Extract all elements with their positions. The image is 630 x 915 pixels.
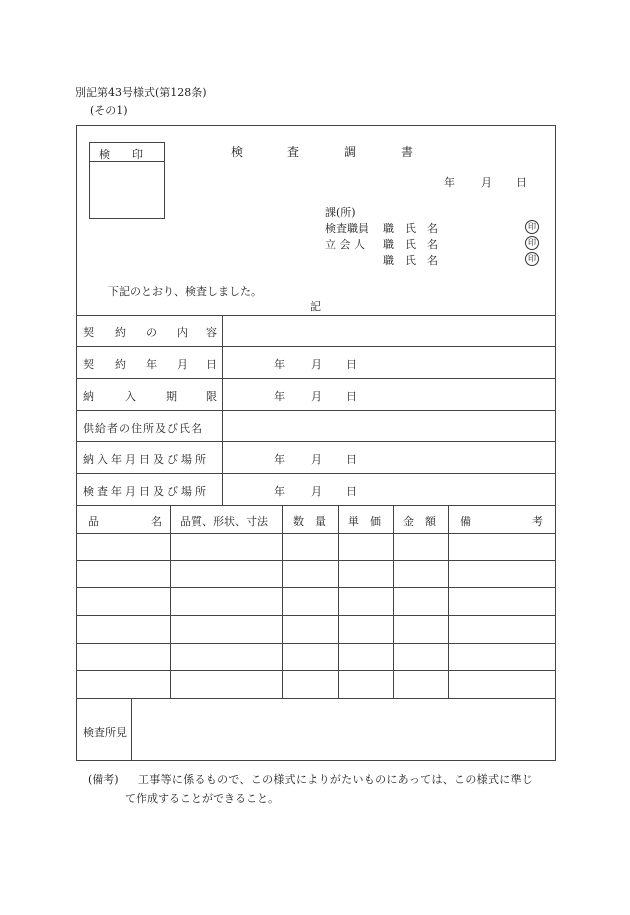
label-contract-content-5: 容 — [206, 326, 217, 339]
delivery-month: 月 — [311, 453, 322, 466]
note-label: (備考) — [88, 773, 119, 786]
delivery-day: 日 — [346, 453, 357, 466]
label-contract-content-2: 約 — [115, 326, 126, 339]
form-number: 別記第43号様式(第128条) — [75, 86, 207, 99]
label-delivery-deadline-3: 期 — [166, 390, 177, 403]
title-char-3: 調 — [344, 145, 357, 159]
col-remarks-1: 備 — [460, 515, 471, 528]
ki-text: 記 — [310, 300, 321, 313]
label-delivery-deadline-4: 限 — [206, 390, 217, 403]
contract-date-year: 年 — [274, 358, 285, 371]
label-contract-content-4: 内 — [177, 326, 188, 339]
col-spec: 品質、形状、寸法 — [180, 515, 268, 528]
official-seal: 印 — [525, 252, 539, 266]
label-supplier: 供給者の住所及び氏名 — [83, 422, 203, 435]
inspector-name-label: 職 氏 名 — [383, 222, 438, 235]
official-name-label: 職 氏 名 — [383, 254, 438, 267]
label-delivery-date-place: 納入年月日及び場所 — [83, 453, 209, 466]
col-remarks-2: 考 — [532, 515, 543, 528]
col-amount: 金 額 — [403, 515, 436, 528]
form-frame — [76, 125, 556, 761]
label-contract-date-3: 年 — [146, 358, 157, 371]
title-char-1: 検 — [231, 145, 244, 159]
deadline-year: 年 — [274, 390, 285, 403]
date-month: 月 — [481, 176, 492, 189]
label-inspection-date-place: 検査年月日及び場所 — [83, 485, 209, 498]
note-line-2: て作成することができること。 — [125, 792, 279, 805]
label-contract-content-1: 契 — [83, 326, 94, 339]
form-sub-number: (その1) — [90, 104, 128, 117]
date-day: 日 — [516, 176, 527, 189]
inspection-day: 日 — [346, 485, 357, 498]
contract-date-day: 日 — [346, 358, 357, 371]
date-year: 年 — [444, 176, 455, 189]
label-contract-date-5: 日 — [206, 358, 217, 371]
label-contract-date-2: 約 — [115, 358, 126, 371]
label-contract-content-3: の — [146, 326, 157, 339]
inspection-month: 月 — [311, 485, 322, 498]
col-quantity: 数 量 — [293, 515, 326, 528]
inspector-label: 検査職員 — [325, 222, 369, 235]
col-unit-price: 単 価 — [348, 515, 381, 528]
col-hinmei-2: 名 — [151, 515, 162, 528]
title-char-4: 書 — [401, 145, 414, 159]
title-char-2: 査 — [287, 145, 300, 159]
label-contract-date-1: 契 — [83, 358, 94, 371]
inspector-seal: 印 — [525, 220, 539, 234]
inspection-opinion-label: 検査所見 — [83, 726, 127, 739]
label-delivery-deadline-1: 納 — [83, 390, 94, 403]
statement-text: 下記のとおり、検査しました。 — [108, 285, 262, 298]
witness-label: 立 会 人 — [325, 238, 365, 251]
delivery-year: 年 — [274, 453, 285, 466]
witness-seal: 印 — [525, 236, 539, 250]
label-delivery-deadline-2: 入 — [125, 390, 136, 403]
contract-date-month: 月 — [311, 358, 322, 371]
note-line-1: 工事等に係るもので、この様式によりがたいものにあっては、この様式に準じ — [138, 773, 534, 786]
deadline-month: 月 — [311, 390, 322, 403]
stamp-box-label: 検 印 — [99, 148, 143, 161]
inspection-year: 年 — [274, 485, 285, 498]
witness-name-label: 職 氏 名 — [383, 238, 438, 251]
label-contract-date-4: 月 — [177, 358, 188, 371]
deadline-day: 日 — [346, 390, 357, 403]
dept-label: 課(所) — [325, 206, 356, 219]
col-hinmei-1: 品 — [88, 515, 99, 528]
